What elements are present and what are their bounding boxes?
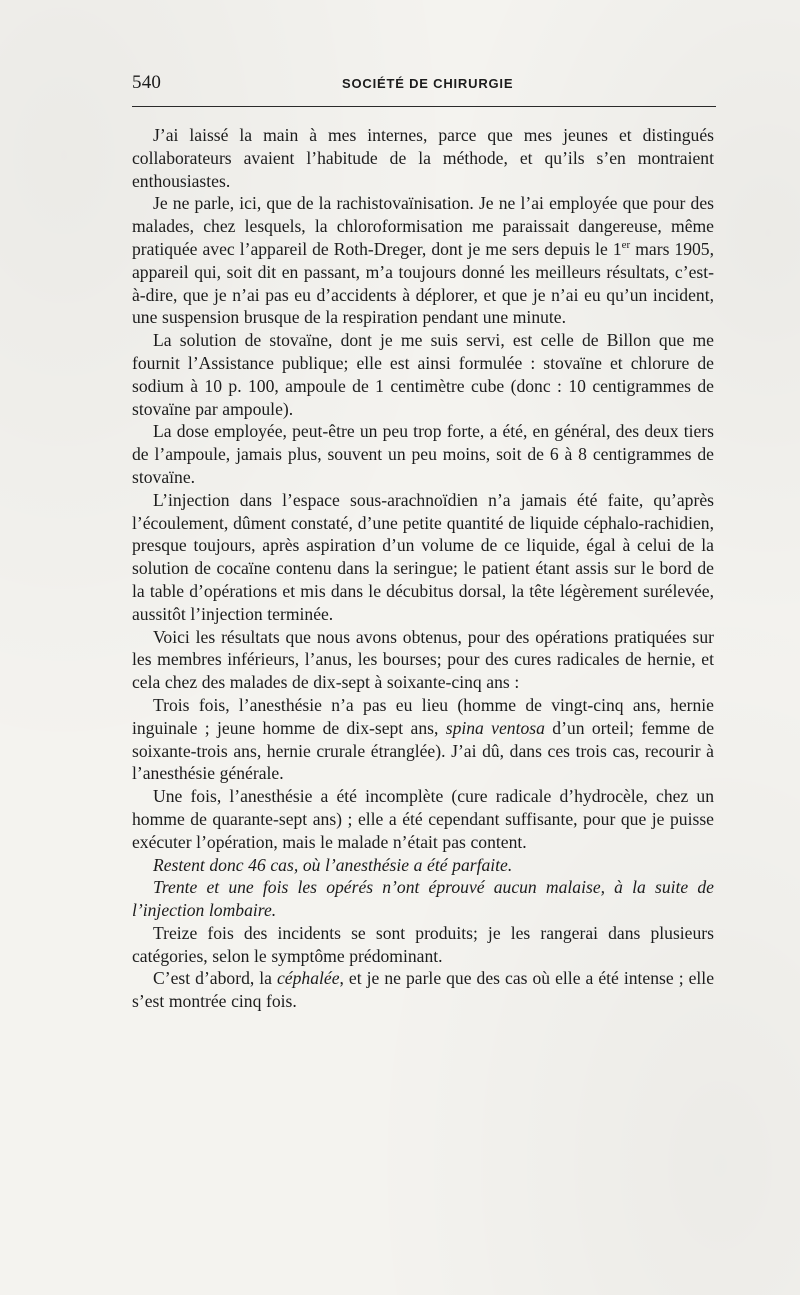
italic-spina-ventosa: spina ventosa <box>445 717 545 738</box>
paragraph-12-part-2: , et je ne parle que des cas où elle a été intense ; elle s’est montrée cinq fois. <box>132 968 714 1012</box>
body-text <box>132 124 714 1013</box>
superscript-er: er <box>621 239 631 252</box>
italic-cephalee: céphalée <box>277 968 340 989</box>
paragraph-5: L’injection dans l’espace sous-arachnoïdien n’a jamais été faite, qu’après l’écoulement, dûment constaté, d’une petite quantité de liquide céphalo-rachidien, presque toujours, après aspiration d’un volume de ce liquide, égal à celui de la solution de cocaïne contenu dans la seringue; le patient étant assis sur le bord de la table d’opérations et mis dans le décubitus dorsal, la tête légèrement surélevée, aussitôt l’injection terminée. <box>132 489 714 624</box>
paragraph-1: J’ai laissé la main à mes internes, parce que mes jeunes et distingués collaborateurs avaient l’habitude de la méthode, et qu’ils s’en montraient enthousiastes. <box>132 125 714 191</box>
paragraph-12 <box>132 967 714 1013</box>
paragraph-9: Restent donc 46 cas, où l’anesthésie a été parfaite. <box>153 854 513 875</box>
paragraph-3: La solution de stovaïne, dont je me suis servi, est celle de Billon que me fournit l’Assistance publique; elle est ainsi formulée : stovaïne et chlorure de sodium à 10 p. 100, ampoule de 1 centimètre cube (donc : 10 centigrammes de stovaïne par ampoule). <box>132 330 714 419</box>
page-header <box>132 72 716 100</box>
paragraph-8: Une fois, l’anesthésie a été incomplète (cure radicale d’hydrocèle, chez un homme de quarante-sept ans) ; elle a été cependant suffisante, pour que je puisse exécuter l’opération, mais le malade n’était pas content. <box>132 786 714 852</box>
paragraph-7 <box>132 694 714 785</box>
paragraph-12-part-1: C’est d’abord, la <box>153 968 277 989</box>
paragraph-7-part-1: Trois fois, l’anesthésie n’a pas eu lieu (homme de vingt-cinq ans, hernie inguinale ; jeune homme de dix-sept ans, <box>132 694 714 738</box>
paragraph-10: Trente et une fois les opérés n’ont éprouvé aucun malaise, à la suite de l’injection lombaire. <box>132 877 714 921</box>
paragraph-2 <box>132 192 714 329</box>
paragraph-6: Voici les résultats que nous avons obtenus, pour des opérations pratiquées sur les membres inférieurs, l’anus, les bourses; pour des cures radicales de hernie, et cela chez des malades de dix-sept à soixante-cinq ans : <box>132 626 714 693</box>
paragraph-2-part-1: Je ne parle, ici, que de la rachistovaïnisation. Je ne l’ai employée que pour des malades, chez lesquels, la chloroformisation me paraissait dangereuse, même pratiquée avec l’appareil de Roth-Dreger, dont je me sers depuis le 1 <box>132 193 714 259</box>
paragraph-4: La dose employée, peut-être un peu trop forte, a été, en général, des deux tiers de l’ampoule, jamais plus, souvent un peu moins, soit de 6 à 8 centigrammes de stovaïne. <box>132 421 714 487</box>
running-title: SOCIÉTÉ DE CHIRURGIE <box>342 76 514 91</box>
paragraph-11: Treize fois des incidents se sont produits; je les rangerai dans plusieurs catégories, selon le symptôme prédominant. <box>132 922 714 966</box>
header-rule <box>132 106 716 107</box>
paragraph-2-part-2: mars 1905, appareil qui, soit dit en passant, m’a toujours donné les meilleurs résultats, c’est-à-dire, que je n’ai pas eu d’accidents à déplorer, et que je n’ai eu qu’un incident, une suspension brusque de la respiration pendant une minute. <box>132 238 715 328</box>
page-number: 540 <box>132 72 162 93</box>
paragraph-7-part-2: d’un orteil; femme de soixante-trois ans, hernie crurale étranglée). J’ai dû, dans ces trois cas, recourir à l’anesthésie générale. <box>132 717 714 784</box>
